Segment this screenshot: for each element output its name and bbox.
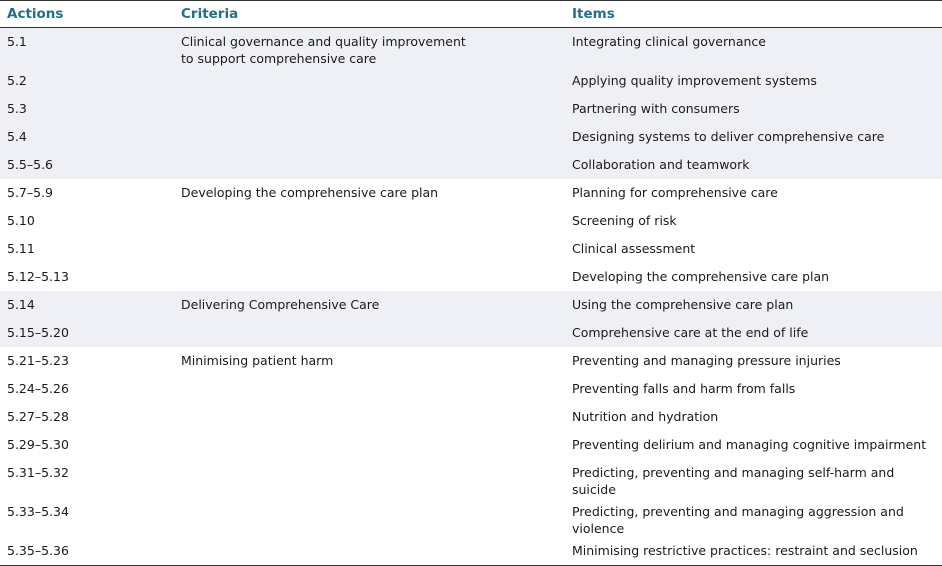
criteria-cell (174, 235, 565, 263)
item-text: Screening of risk (572, 213, 677, 228)
criteria-text: Minimising patient harm (181, 353, 334, 368)
action-cell (0, 319, 174, 347)
action-text: 5.33–5.34 (7, 504, 69, 519)
action-cell (0, 151, 174, 179)
table-row (0, 403, 942, 431)
table-row (0, 375, 942, 403)
item-cell (565, 291, 942, 319)
table-row (0, 291, 942, 319)
table-row (0, 263, 942, 291)
action-cell (0, 263, 174, 291)
table-row (0, 179, 942, 207)
criteria-text: Clinical governance and quality improvement to support comprehensive care (181, 34, 466, 66)
action-cell (0, 431, 174, 459)
action-cell (0, 498, 174, 537)
action-text: 5.14 (7, 297, 35, 312)
header-row (0, 1, 942, 28)
action-text: 5.21–5.23 (7, 353, 69, 368)
criteria-cell (174, 403, 565, 431)
table-row (0, 459, 942, 498)
criteria-cell (174, 375, 565, 403)
item-cell (565, 207, 942, 235)
item-cell (565, 67, 942, 95)
item-cell (565, 263, 942, 291)
item-cell (565, 498, 942, 537)
criteria-cell (174, 179, 565, 207)
action-cell (0, 28, 174, 68)
table-row (0, 207, 942, 235)
item-text: Developing the comprehensive care plan (572, 269, 830, 284)
item-text: Integrating clinical governance (572, 34, 766, 49)
item-cell (565, 123, 942, 151)
action-text: 5.31–5.32 (7, 465, 69, 480)
action-text: 5.3 (7, 101, 27, 116)
header-criteria: Criteria (174, 1, 565, 28)
action-cell (0, 459, 174, 498)
item-cell (565, 431, 942, 459)
action-text: 5.1 (7, 34, 27, 49)
action-text: 5.4 (7, 129, 27, 144)
item-text: Planning for comprehensive care (572, 185, 778, 200)
table-row (0, 95, 942, 123)
action-text: 5.24–5.26 (7, 381, 69, 396)
criteria-cell (174, 95, 565, 123)
item-text: Clinical assessment (572, 241, 696, 256)
action-text: 5.5–5.6 (7, 157, 54, 172)
item-cell (565, 95, 942, 123)
table-row (0, 537, 942, 566)
action-cell (0, 67, 174, 95)
criteria-cell (174, 263, 565, 291)
item-cell (565, 459, 942, 498)
table-row (0, 28, 942, 68)
item-text: Using the comprehensive care plan (572, 297, 794, 312)
item-cell (565, 319, 942, 347)
action-text: 5.10 (7, 213, 35, 228)
table-row (0, 123, 942, 151)
criteria-text: Developing the comprehensive care plan (181, 185, 439, 200)
item-text: Collaboration and teamwork (572, 157, 750, 172)
header-actions: Actions (0, 1, 174, 28)
action-cell (0, 235, 174, 263)
action-text: 5.35–5.36 (7, 543, 69, 558)
table-header (0, 1, 942, 28)
item-text: Preventing and managing pressure injuries (572, 353, 841, 368)
criteria-cell (174, 431, 565, 459)
item-cell (565, 347, 942, 375)
table-row (0, 347, 942, 375)
criteria-text: Delivering Comprehensive Care (181, 297, 380, 312)
item-cell (565, 537, 942, 566)
action-text: 5.2 (7, 73, 27, 88)
action-cell (0, 95, 174, 123)
item-text: Predicting, preventing and managing self-harm and suicide (572, 465, 895, 497)
action-text: 5.11 (7, 241, 35, 256)
criteria-cell (174, 28, 565, 68)
criteria-cell (174, 347, 565, 375)
action-cell (0, 347, 174, 375)
item-text: Preventing falls and harm from falls (572, 381, 796, 396)
item-cell (565, 179, 942, 207)
item-text: Minimising restrictive practices: restraint and seclusion (572, 543, 918, 558)
table-row (0, 67, 942, 95)
item-cell (565, 375, 942, 403)
item-text: Preventing delirium and managing cognitive impairment (572, 437, 927, 452)
header-items: Items (565, 1, 942, 28)
action-cell (0, 537, 174, 566)
criteria-cell (174, 151, 565, 179)
criteria-cell (174, 319, 565, 347)
table-row (0, 319, 942, 347)
item-text: Comprehensive care at the end of life (572, 325, 809, 340)
action-text: 5.12–5.13 (7, 269, 69, 284)
item-cell (565, 235, 942, 263)
item-cell (565, 403, 942, 431)
table-row (0, 151, 942, 179)
action-cell (0, 291, 174, 319)
item-text: Nutrition and hydration (572, 409, 719, 424)
table-row (0, 235, 942, 263)
action-text: 5.15–5.20 (7, 325, 69, 340)
item-text: Designing systems to deliver comprehensive care (572, 129, 885, 144)
table-body (0, 28, 942, 566)
item-cell (565, 28, 942, 68)
action-cell (0, 375, 174, 403)
criteria-cell (174, 498, 565, 537)
criteria-cell (174, 537, 565, 566)
criteria-cell (174, 67, 565, 95)
item-text: Partnering with consumers (572, 101, 740, 116)
action-cell (0, 123, 174, 151)
criteria-cell (174, 123, 565, 151)
criteria-cell (174, 291, 565, 319)
criteria-cell (174, 207, 565, 235)
item-text: Predicting, preventing and managing aggression and violence (572, 504, 904, 536)
table-row (0, 498, 942, 537)
criteria-cell (174, 459, 565, 498)
action-cell (0, 179, 174, 207)
table-row (0, 431, 942, 459)
action-text: 5.7–5.9 (7, 185, 54, 200)
action-text: 5.29–5.30 (7, 437, 69, 452)
item-cell (565, 151, 942, 179)
action-cell (0, 403, 174, 431)
action-cell (0, 207, 174, 235)
action-text: 5.27–5.28 (7, 409, 69, 424)
item-text: Applying quality improvement systems (572, 73, 817, 88)
